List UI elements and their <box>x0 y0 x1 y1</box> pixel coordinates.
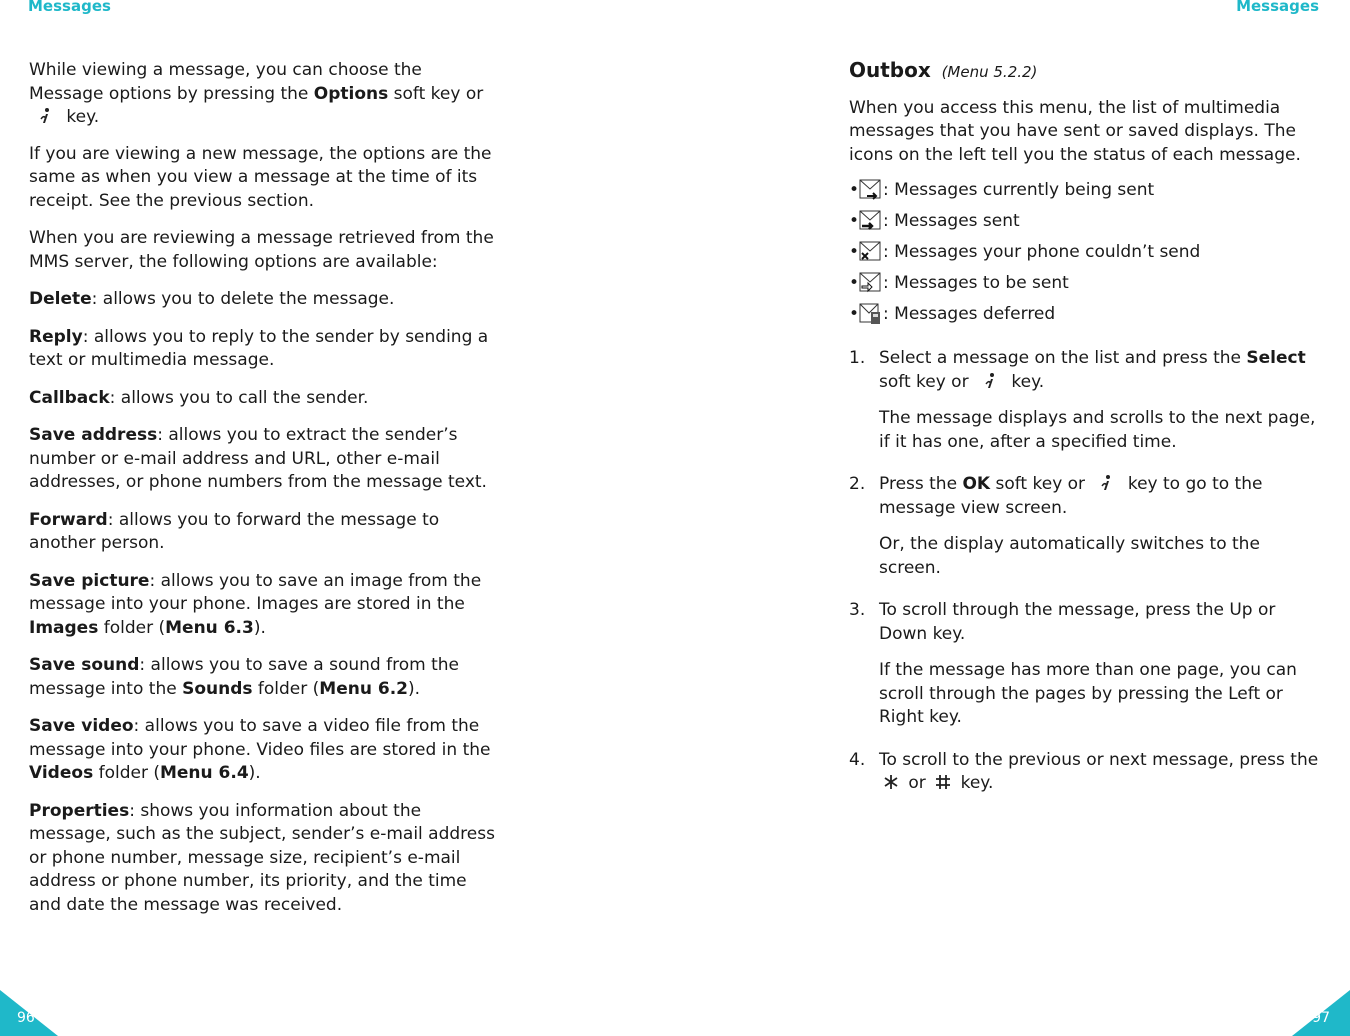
left-column <box>29 59 497 917</box>
step-2-note: Or, the display automatically switches to the screen. <box>879 534 1260 578</box>
intro-paragraph-3: When you are reviewing a message retrieved from the MMS server, the following options are available: <box>29 228 494 272</box>
section-title: Outbox (Menu 5.2.2) <box>849 58 1038 82</box>
step-2: 2. Press the OK soft key or key to go to the message view screen. Or, the display automatically switches to the screen. <box>849 473 1321 580</box>
right-column <box>849 59 1321 796</box>
confirm-key-icon <box>980 371 1000 391</box>
confirm-key-icon <box>1096 473 1116 493</box>
status-icon-list <box>849 175 1321 330</box>
sent-icon <box>859 208 881 232</box>
list-item: • : Messages sent <box>849 206 1321 237</box>
step-1: 1. Select a message on the list and press the Select soft key or key. The message displays and scrolls to the next page, if it has one, after a specified time. <box>849 347 1321 454</box>
option-reply: Reply: allows you to reply to the sender by sending a text or multimedia message. <box>29 326 489 370</box>
option-forward: Forward: allows you to forward the message to another person. <box>29 509 440 553</box>
option-delete: Delete: allows you to delete the message. <box>29 289 395 309</box>
intro-paragraph-2: If you are viewing a new message, the options are the same as when you view a message at the time of its receipt. See the previous section. <box>29 143 492 211</box>
option-save-picture: Save picture: allows you to save an image from the message into your phone. Images are stored in the Images folder (Menu 6.3). <box>29 570 482 638</box>
list-item: • : Messages to be sent <box>849 268 1321 299</box>
intro-paragraph-1: While viewing a message, you can choose the Message options by pressing the Options soft key or key. <box>29 60 484 127</box>
list-item: • : Messages your phone couldn’t send <box>849 237 1321 268</box>
step-3: 3. To scroll through the message, press the Up or Down key. If the message has more than one page, you can scroll through the pages by pressing the Left or Right key. <box>849 599 1321 730</box>
step-1-note: The message displays and scrolls to the next page, if it has one, after a specified time. <box>879 408 1316 452</box>
to-be-sent-icon <box>859 270 881 294</box>
confirm-key-icon <box>35 106 55 126</box>
outbox-intro: When you access this menu, the list of multimedia messages that you have sent or saved displays. The icons on the left tell you the status of each message. <box>849 97 1301 165</box>
deferred-icon <box>859 301 881 325</box>
option-callback: Callback: allows you to call the sender. <box>29 387 369 408</box>
step-4: 4. To scroll to the previous or next message, press the or key. <box>849 749 1319 793</box>
failed-icon <box>859 239 881 263</box>
option-save-address: Save address: allows you to extract the sender’s number or e-mail address and URL, other e-mail addresses, or phone numbers from the message text. <box>29 425 487 492</box>
right-page-header: Messages <box>1236 0 1319 15</box>
step-3-note: If the message has more than one page, you can scroll through the pages by pressing the Left or Right key. <box>879 660 1297 727</box>
hash-key-icon <box>933 772 953 792</box>
option-properties: Properties: shows you information about the message, such as the subject, sender’s e-mail address or phone number, message size, recipient’s e-mail address or phone number, its priority, and the time and date the message was received. <box>29 800 495 915</box>
left-page-header: Messages <box>28 0 111 15</box>
sending-icon <box>859 177 881 201</box>
star-key-icon <box>881 772 901 792</box>
option-save-video: Save video: allows you to save a video file from the message into your phone. Video files are stored in the Videos folder (Menu 6.4). <box>29 716 491 783</box>
left-page-number: 96 <box>17 1010 35 1026</box>
option-save-sound: Save sound: allows you to save a sound from the message into the Sounds folder (Menu 6.2). <box>29 655 459 699</box>
list-item: • : Messages deferred <box>849 299 1321 330</box>
steps-list <box>849 347 1321 796</box>
list-item: • : Messages currently being sent <box>849 175 1321 206</box>
right-page-number: 97 <box>1312 1010 1330 1026</box>
